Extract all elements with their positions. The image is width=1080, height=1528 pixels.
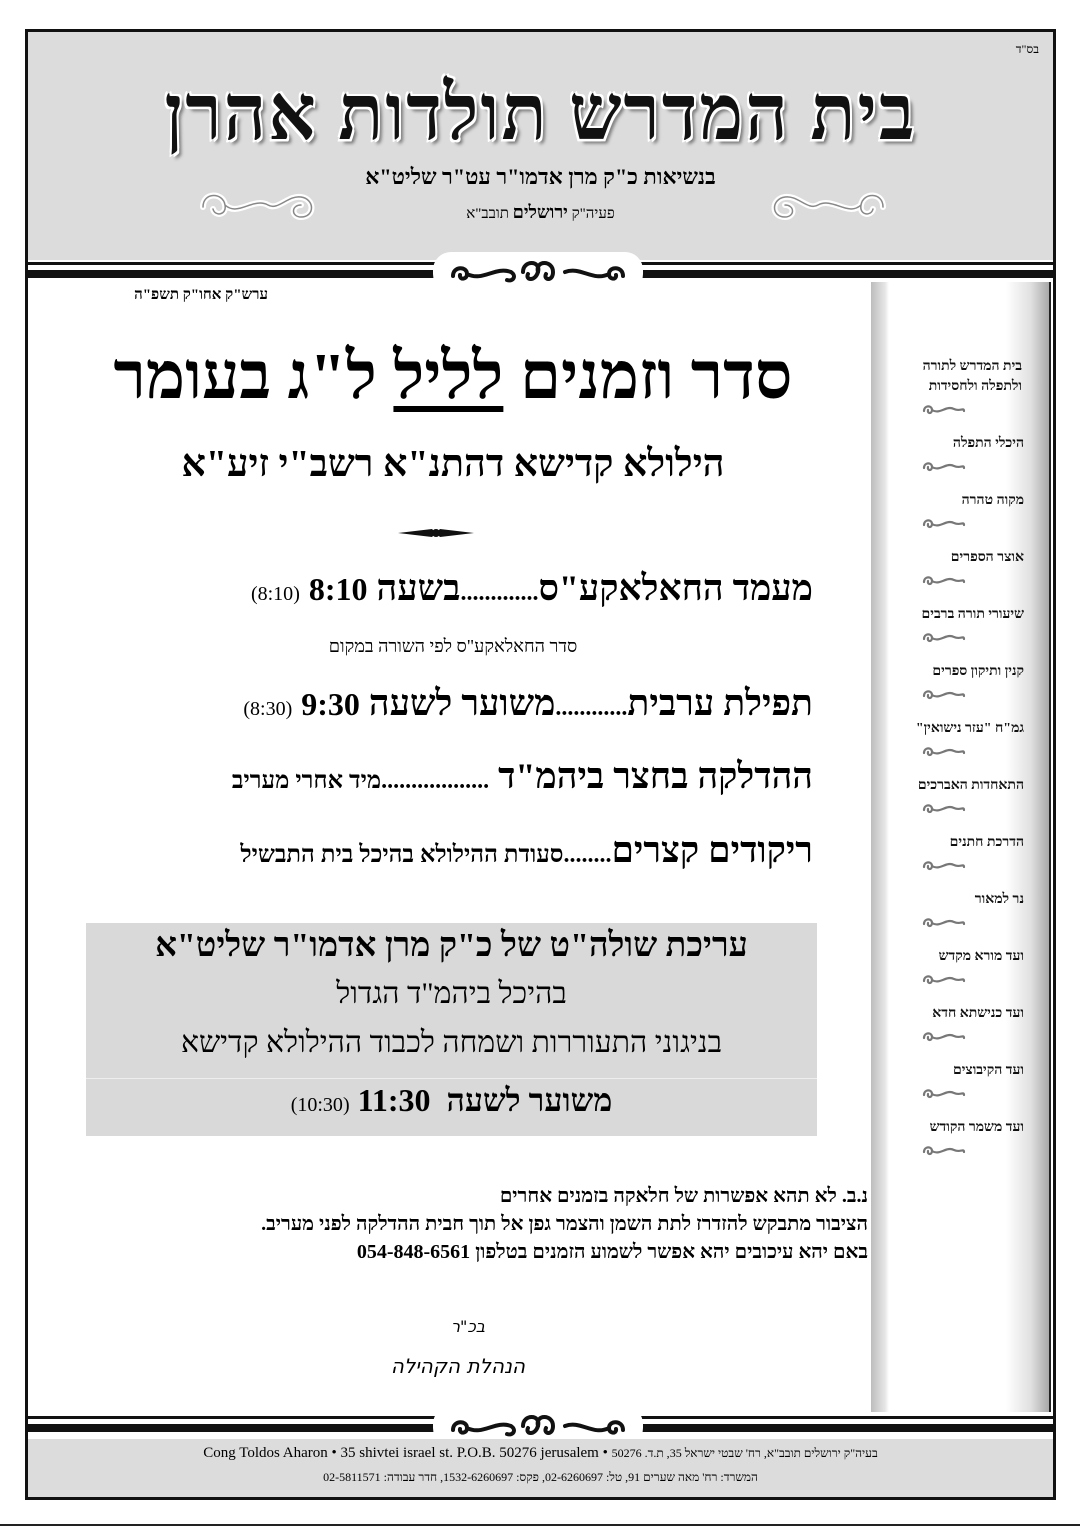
small-scroll-icon (920, 460, 968, 474)
small-scroll-icon (920, 859, 968, 873)
small-scroll-icon (920, 1030, 968, 1044)
schedule-time: 8:10 (308, 571, 368, 607)
poster-frame (25, 29, 1056, 1500)
sidebar-item: הדרכת חתנים (949, 835, 1024, 850)
note-line3-text: באם יהא עיכובים יהא אפשר לשמוע הזמנים בטלפון (475, 1241, 868, 1263)
footer-hebrew-address: בעיה"ק ירושלים תובב"א, רח' שבטי ישראל 35, ת.ד. 50276 (611, 1446, 878, 1460)
sidebar-item: ועד מורא מקדש (938, 949, 1024, 964)
footer-line1 (28, 1445, 1053, 1462)
institutions-sidebar (871, 282, 1051, 1412)
event-title-underlined: לליל (393, 340, 504, 413)
event-subtitle: הילולא קדישא דהתנ"א רשב"י זיע"א (181, 443, 725, 485)
small-scroll-icon (920, 517, 968, 531)
note-line2-c: אל תוך חבית ההדלקה (355, 1213, 524, 1235)
footer-english-address: Cong Toldos Aharon • 35 shivtei israel st. P.O.B. 50276 jerusalem • (203, 1445, 608, 1461)
schedule-dots: .................. (381, 768, 490, 794)
tish-time: 11:30 (357, 1082, 431, 1118)
small-scroll-icon (920, 631, 968, 645)
tish-time-line (86, 1082, 817, 1119)
bsd-mark: בס"ד (1015, 42, 1039, 56)
event-title-part1: סדר וזמנים (519, 340, 793, 413)
flourish-ornament-icon (433, 252, 643, 292)
schedule-row-havdalah (83, 567, 813, 609)
event-title (58, 337, 848, 417)
small-scroll-icon (920, 1144, 968, 1158)
sidebar-item: שיעורי תורה ברבים (921, 607, 1024, 622)
sidebar-item: ועד הקיבוצים (952, 1063, 1024, 1078)
sidebar-item: התאחדות האברכים (917, 778, 1024, 793)
location-city: ירושלים (512, 202, 568, 222)
small-scroll-icon (920, 688, 968, 702)
sidebar-item: גמ"ח "עזר נישואין" (915, 721, 1024, 736)
schedule-alt-time: (8:30) (243, 698, 293, 720)
synagogue-title: בית המדרש תולדות אהרן (164, 70, 917, 158)
tish-alt-time: (10:30) (290, 1094, 350, 1116)
footer-office-line: המשרד: רח' מאה שערים 91, טל: 02-6260697, פקס: 1532-6260697, חדר עבודה: 02-5811571 (323, 1470, 758, 1484)
location-prefix: פעיה"ק (571, 206, 615, 222)
small-scroll-icon (920, 574, 968, 588)
note-line2-a: הציבור מתבקש להזדרז (696, 1213, 868, 1235)
schedule-row-dancing (83, 829, 813, 871)
scroll-ornament-icon (193, 177, 323, 227)
scroll-ornament-icon (763, 177, 893, 227)
small-scroll-icon (920, 403, 968, 417)
note-line2-d: לפני מעריב. (261, 1213, 351, 1235)
bottom-divider (28, 1412, 1053, 1442)
tish-announcement-box (86, 923, 817, 1136)
schedule-label: ההדלקה בחצר ביהמ"ד (498, 756, 813, 796)
diamond-divider-icon (396, 526, 476, 540)
note-line3 (48, 1238, 868, 1266)
schedule-label: תפילת ערבית (627, 683, 813, 723)
note-line2-b: לתת השמן והצמר גפן (528, 1213, 692, 1235)
tish-line3: בניגוני התעוררות ושמחה לכבוד ההילולא קדישא (180, 1026, 723, 1059)
small-scroll-icon (920, 745, 968, 759)
sidebar-item: קנין ותיקון ספרים (932, 664, 1024, 679)
schedule-alt-time: (8:10) (250, 583, 300, 605)
header-banner (28, 32, 1053, 260)
note-line1: נ.ב. לא תהא אפשרות של חלאקה בזמנים אחרים (499, 1185, 868, 1207)
small-scroll-icon (920, 973, 968, 987)
schedule-mid: משוער לשעה (368, 683, 556, 723)
footer-address (28, 1439, 1053, 1497)
sidebar-item: בית המדרש לתורה ולתפלה ולחסידות (922, 359, 1022, 394)
schedule-note: סדר החאלאקע"ס לפי השורה במקום (328, 636, 578, 656)
small-scroll-icon (920, 916, 968, 930)
sidebar-item: ועד כנישתא חדא (932, 1006, 1024, 1021)
location-line (28, 202, 1053, 223)
date-line: ערש"ק אחו"ק תשפ"ה (134, 287, 268, 303)
location-suffix: תובב"א (466, 206, 509, 222)
event-title-part2: ל"ג בעומר (113, 340, 377, 413)
schedule-time: 9:30 (301, 686, 360, 722)
sidebar-item: נר למאור (974, 892, 1024, 907)
page-bottom-rule (0, 1524, 1080, 1526)
schedule-dots: ........ (563, 842, 612, 868)
schedule-dots: ............. (460, 580, 539, 606)
schedule-label: מעמד החאלאקע"ס (538, 568, 813, 608)
note-line2 (48, 1210, 868, 1238)
schedule-row-lighting (83, 755, 813, 797)
schedule-dots: ............ (555, 695, 628, 721)
patron-line: בנשיאות כ"ק מרן אדמו"ר עט"ר שליט"א (365, 164, 716, 189)
sidebar-item: ועד משמר הקודש (929, 1120, 1024, 1135)
sidebar-item: מקוה טהרה (961, 493, 1024, 508)
institutions-list (871, 357, 1026, 1175)
schedule-label: ריקודים קצרים (611, 830, 813, 870)
tish-separator (86, 1078, 817, 1079)
tish-line1: עריכת שולה"ט של כ"ק מרן אדמו"ר שליט"א (155, 927, 748, 964)
phone-number: 054-848-6561 (356, 1241, 471, 1263)
notes-block (48, 1182, 868, 1266)
small-scroll-icon (920, 1087, 968, 1101)
schedule-mid: בשעה (376, 568, 461, 608)
sidebar-item: היכלי התפלה (952, 436, 1024, 451)
signature-blessing: בכ"ר (450, 1317, 486, 1336)
schedule-mid: מיד אחרי מעריב (231, 768, 382, 794)
sidebar-item: אוצר הספרים (950, 550, 1024, 565)
schedule-row-maariv (83, 682, 813, 724)
tish-time-label: משוער לשעה (446, 1082, 613, 1118)
schedule-mid: סעודת ההילולא בהיכל בית התבשיל (240, 842, 564, 868)
tish-line2: בהיכל ביהמ"ד הגדול (336, 977, 567, 1010)
signature-committee: הנהלת הקהילה (390, 1354, 526, 1378)
small-scroll-icon (920, 802, 968, 816)
